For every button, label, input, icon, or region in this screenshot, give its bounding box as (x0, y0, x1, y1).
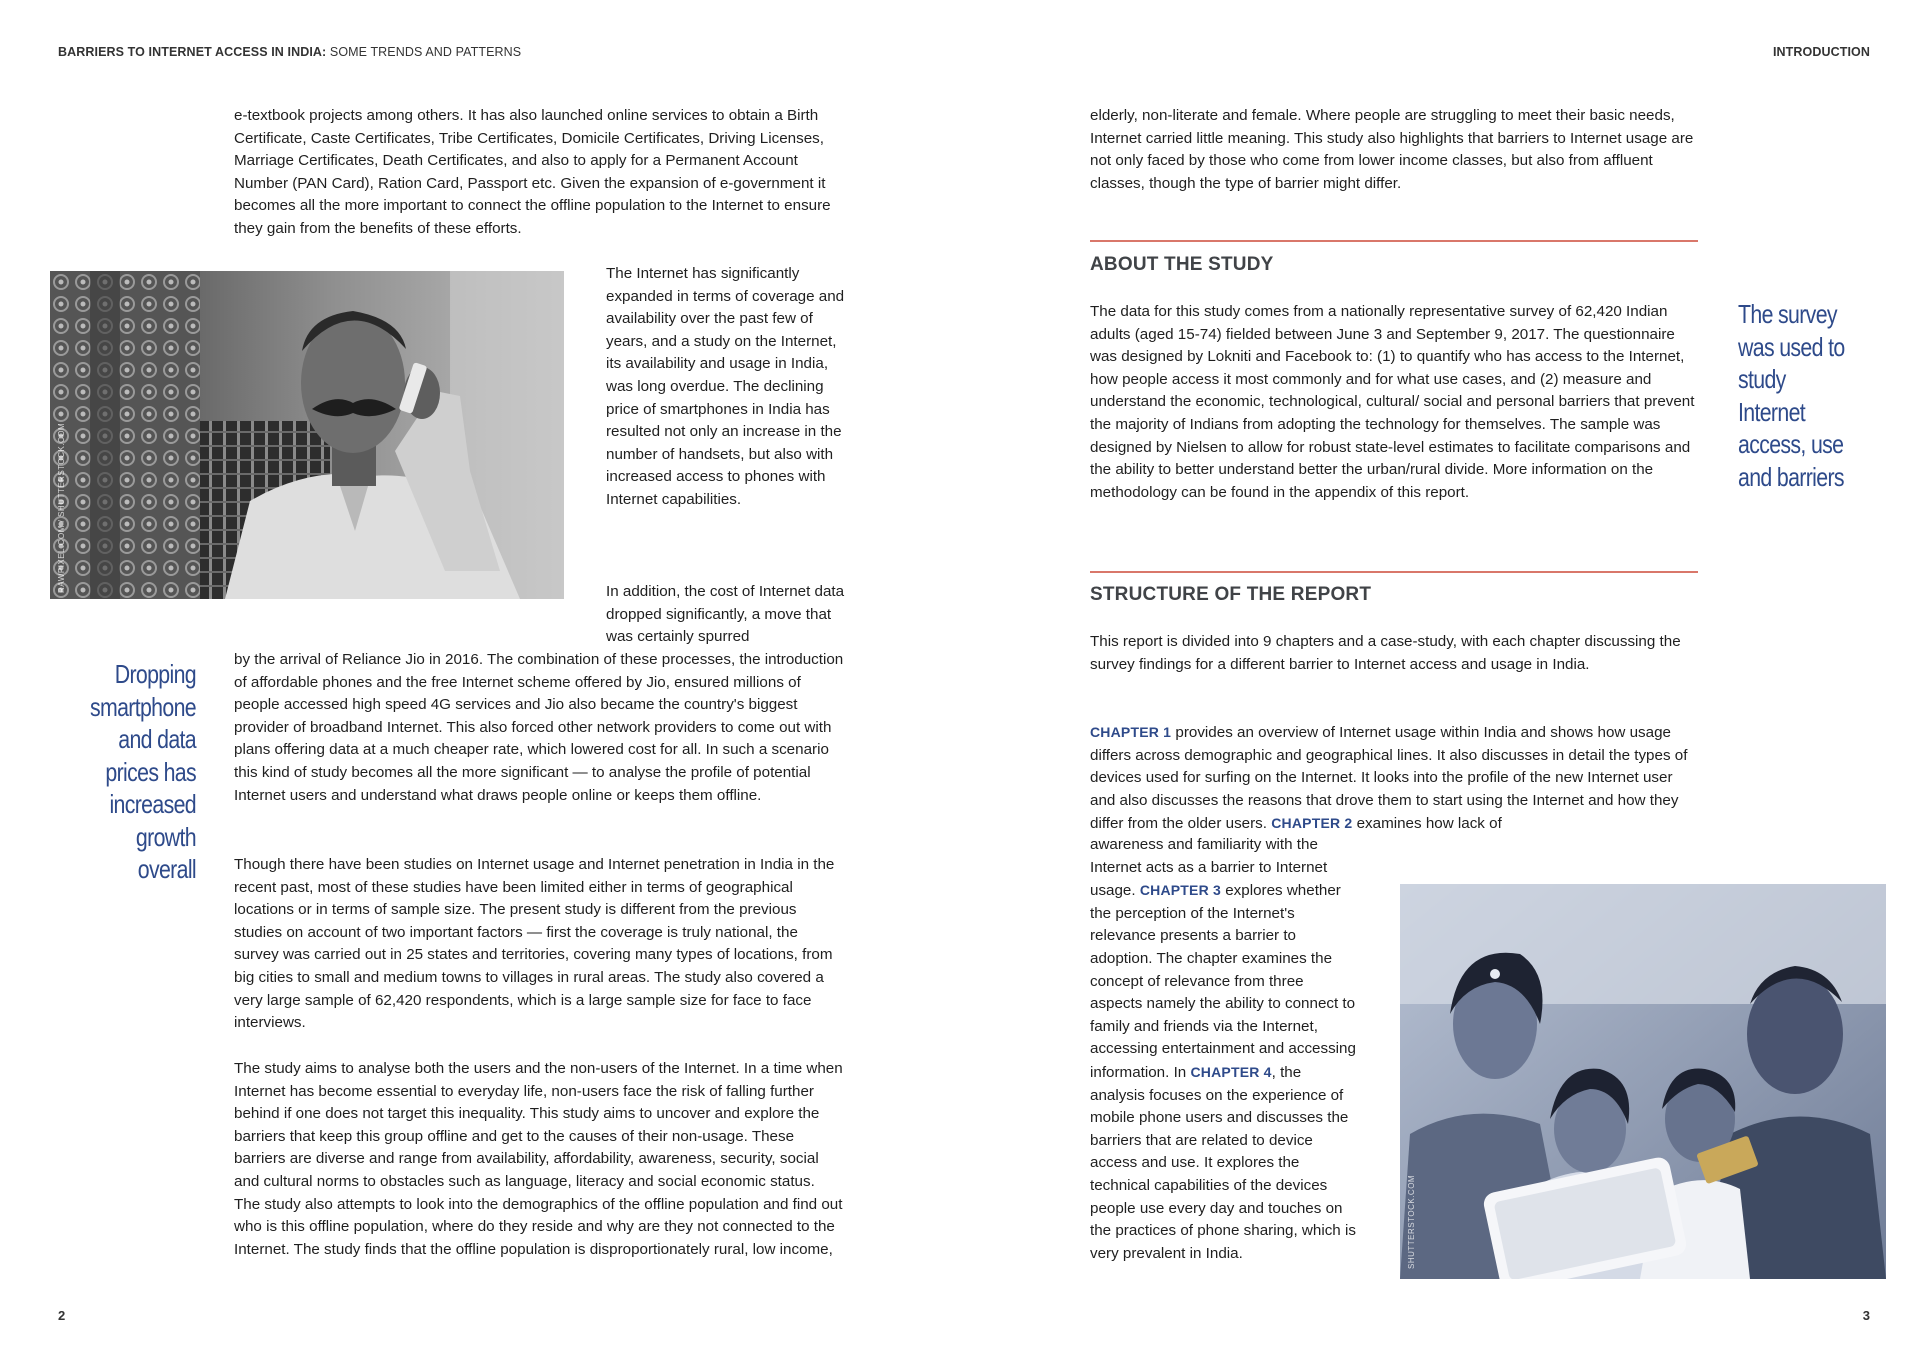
chapter-2-4-paragraph (1090, 834, 1360, 1265)
left-paragraph-3-wide: by the arrival of Reliance Jio in 2016. The combination of these processes, the introduction of affordable phones and the free Internet scheme offered by Jio, ensured millions of people accessed high speed 4G services and Jio also became the country's biggest provider of broadband Internet. This also forced other network providers to come out with plans offering data at a much cheaper rate, which lowered cost for all. In such a scenario this kind of study becomes all the more significant — to analyse the profile of potential Internet users and understand what draws people online or keeps them offline. (234, 651, 844, 804)
man-on-phone-illustration (50, 271, 564, 599)
right-paragraph-1: elderly, non-literate and female. Where people are struggling to meet their basic needs, Internet carried little meaning. This study also highlights that barriers to Internet usage are not only faced by those who come from lower income classes, but also from affluent classes, though the type of barrier might differ. (1090, 107, 1694, 192)
right-photo-credit: SHUTTERSTOCK.COM (1407, 1174, 1416, 1269)
chapter-2-text: examines how lack of (1352, 815, 1502, 833)
structure-paragraph: This report is divided into 9 chapters and a case-study, with each chapter discussing the survey findings for a different barrier to Internet access and usage in India. (1090, 633, 1681, 673)
chapter-3-text: explores whether the perception of the Internet's relevance presents a barrier to adoption. The chapter examines the concept of relevance from three aspects namely the ability to connect to family and friends via the Internet, accessing entertainment and accessing information. In (1090, 882, 1356, 1081)
chapter-4-label: CHAPTER 4 (1190, 1063, 1272, 1080)
structure-section-rule (1090, 571, 1698, 573)
left-paragraph-2: The Internet has significantly expanded in terms of coverage and availability over the past few of years, and a study on the Internet, its availability and usage in India, was long overdue. The declining price of smartphones in India has resulted not only an increase in the number of handsets, but also with increased access to phones with Internet capabilities. (606, 265, 845, 508)
chapter-1-2-paragraph (1090, 721, 1700, 836)
man-on-phone-photo (50, 271, 564, 599)
header-title-light: SOME TRENDS AND PATTERNS (326, 45, 522, 59)
family-with-tablet-illustration (1400, 884, 1886, 1279)
chapter-4-text: , the analysis focuses on the experience of mobile phone users and discusses the barriers that are related to device access and use. It explores the technical capabilities of the devices people use every day and touches on the practices of phone sharing, which is very prevalent in India. (1090, 1063, 1356, 1262)
left-paragraph-5: The study aims to analyse both the users and the non-users of the Internet. In a time when Internet has become essential to everyday life, non-users face the risk of falling further behind if one does not target this inequality. This study aims to uncover and explore the barriers that keep this group offline and get to the causes of their non-usage. These barriers are diverse and range from availability, affordability, awareness, security, social and cultural norms to obstacles such as language, literacy and social economic status. The study also attempts to look into the demographics of the offline population and find out who is this offline population, where do they reside and why are they not connected to the Internet. The study finds that the offline population is disproportionately rural, low income, (234, 1060, 843, 1258)
right-page-number: 3 (1862, 1308, 1870, 1323)
right-pullquote: The survey was used to study Internet access, use and barriers (1738, 299, 1845, 492)
left-paragraph-3-narrow: In addition, the cost of Internet data dropped significantly, a move that was certainly spurred (606, 583, 845, 646)
left-paragraph-4: Though there have been studies on Internet usage and Internet penetration in India in the recent past, most of these studies have been limited either in terms of geographical locations or in terms of sample size. The present study is different from the previous studies on account of two important factors — first the coverage is truly national, the survey was carried out in 25 states and territories, covering many types of locations, from big cities to small and medium towns to villages in rural areas. The study also covered a very large sample of 62,420 respondents, which is a large sample size for face to face interviews. (234, 856, 835, 1032)
chapter-1-label: CHAPTER 1 (1090, 724, 1172, 740)
structure-heading: STRUCTURE OF THE REPORT (1090, 584, 1372, 605)
chapter-1-text: provides an overview of Internet usage within India and shows how usage differs across demographic and geographical lines. It also discusses in detail the types of devices used for surfing on the Internet. It looks into the profile of the new Internet user and also discusses the reasons that drove them to start using the Internet and how they differ from the older users. (1090, 724, 1688, 833)
left-pullquote: Dropping smartphone and data prices has increased growth overall (89, 659, 196, 884)
about-heading: ABOUT THE STUDY (1090, 254, 1274, 275)
header-title-bold: BARRIERS TO INTERNET ACCESS IN INDIA: (58, 45, 327, 59)
left-page-number: 2 (58, 1308, 66, 1323)
left-paragraph-1: e-textbook projects among others. It has also launched online services to obtain a Birth Certificate, Caste Certificates, Tribe Certificates, Domicile Certificates, Driving Licenses, Marriage Certificates, Death Certificates, and also to apply for a Permanent Account Number (PAN Card), Ration Card, Passport etc. Given the expansion of e-government it becomes all the more important to connect the offline population to the Internet to ensure they gain from the benefits of these efforts. (234, 107, 831, 237)
chapter-3-label: CHAPTER 3 (1139, 882, 1221, 899)
running-header-left (58, 45, 521, 59)
left-photo-credit: RAWPIXEL.COM / SHUTTERSTOCK.COM (57, 422, 66, 593)
running-header-right: INTRODUCTION (1772, 45, 1870, 59)
chapter-2-label: CHAPTER 2 (1271, 815, 1353, 832)
family-with-tablet-photo (1400, 884, 1886, 1279)
about-paragraph: The data for this study comes from a nationally representative survey of 62,420 Indian adults (aged 15-74) fielded between June 3 and September 9, 2017. The questionnaire was designed by Lokniti and Facebook to: (1) to quantify who has access to the Internet, how people access it most commonly and for what use cases, and (2) measure and understand the economic, technological, cultural/ social and personal barriers that prevent the majority of Indians from adopting the technology for themselves. The sample was designed by Nielsen to allow for robust state-level estimates to facilitate comparisons and the ability to better understand better the urban/rural divide. More information on the methodology can be found in the appendix of this report. (1090, 303, 1695, 501)
chapter-2-continued: awareness and familiarity with the Internet acts as a barrier to Internet usage. (1090, 836, 1328, 900)
about-section-rule (1090, 240, 1698, 242)
